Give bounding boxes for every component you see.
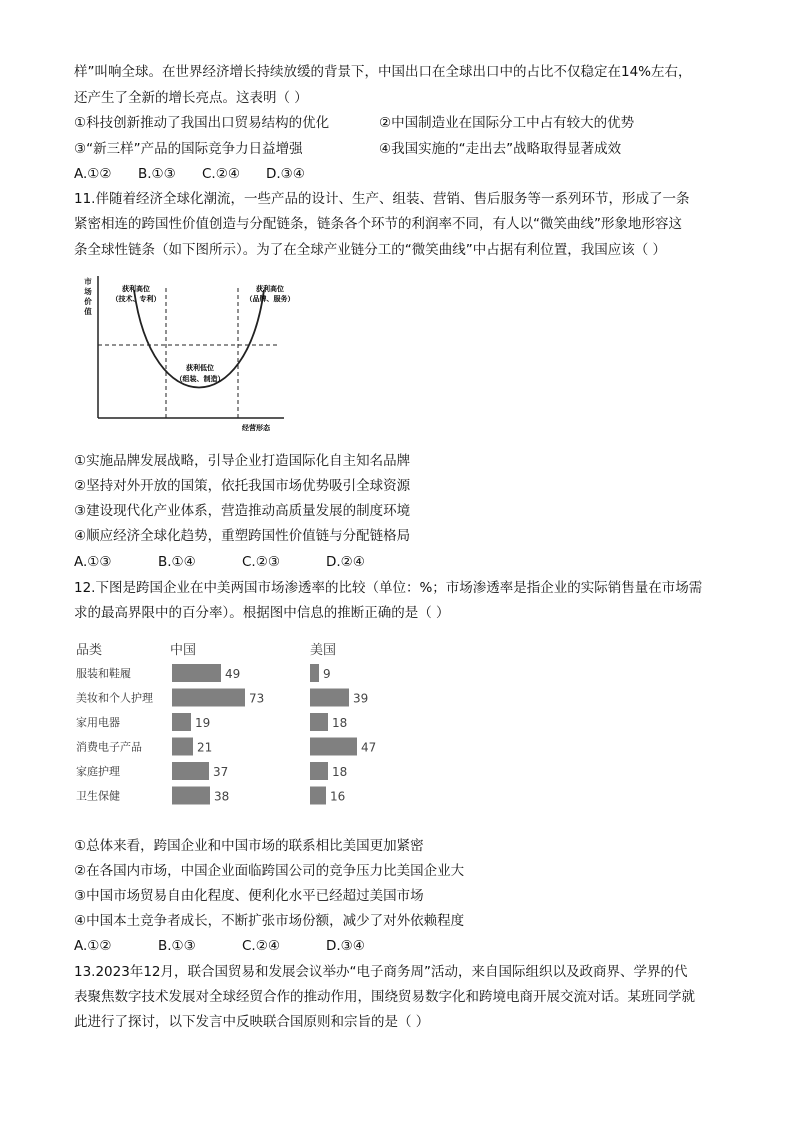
smile-mid-label-1: 获利低位 [186,364,214,372]
q12-option-2: ②在各国内市场，中国企业面临跨国公司的竞争压力比美国企业大 [74,863,465,879]
intro-option-2: ②中国制造业在国际分工中占有较大的优势 [379,115,635,131]
q11-answer-a: A.①③ [74,554,112,570]
q12-answer-c: C.②④ [242,938,280,954]
chart-value-label-china: 73 [249,691,265,706]
smile-x-axis-label: 经营形态 [242,424,270,432]
q12-answer-row [74,936,394,956]
q13-line-2: 表聚焦数字技术发展对全球经贸合作的推动作用，围绕贸易数字化和跨境电商开展交流对话。某班同学就 [74,989,695,1005]
chart-category-label: 服装和鞋履 [76,667,131,680]
intro-line-1: 样”叫响全球。在世界经济增长持续放缓的背景下，中国出口在全球出口中的占比不仅稳定在14%左右， [74,64,692,80]
intro-answer-c: C.②④ [202,166,240,182]
q11-option-2: ②坚持对外开放的国策，依托我国市场优势吸引全球资源 [74,478,411,494]
smile-ylabel-char-4: 值 [84,307,92,316]
smile-curve [134,290,264,388]
chart-bar-usa [310,762,328,780]
chart-category-label: 家用电器 [76,716,120,729]
chart-bar-usa [310,689,349,707]
q12-answer-a: A.①② [74,938,112,954]
chart-value-label-usa: 18 [332,716,348,730]
smile-left-label-1: 获利高位 [122,285,150,293]
chart-category-label: 家庭护理 [76,765,120,778]
q13-line-3: 此进行了探讨，以下发言中反映联合国原则和宗旨的是（ ） [74,1014,430,1030]
chart-value-label-china: 21 [197,740,213,755]
penetration-bar-chart [70,636,410,814]
chart-bar-usa [310,787,326,805]
q12-answer-b: B.①③ [158,938,196,954]
chart-bar-china [172,713,191,731]
chart-category-label: 消费电子产品 [76,740,142,754]
chart-value-label-usa: 16 [330,789,346,804]
intro-option-1: ①科技创新推动了我国出口贸易结构的优化 [74,115,330,131]
smile-y-axis-label [83,276,92,316]
intro-option-4: ④我国实施的“走出去”战略取得显著成效 [379,141,622,157]
intro-line-2: 还产生了全新的增长亮点。这表明（ ） [74,90,308,106]
q11-answer-c: C.②③ [242,554,280,570]
q11-answer-b: B.①④ [158,554,196,570]
smile-curve-figure [74,270,294,435]
q11-option-4: ④顺应经济全球化趋势，重塑跨国性价值链与分配链格局 [74,528,411,544]
smile-ylabel-char-3: 价 [84,297,92,306]
intro-option-3: ③“新三样”产品的国际竞争力日益增强 [74,141,303,157]
chart-value-label-usa: 39 [353,691,369,706]
intro-answer-row [74,164,394,184]
q12-option-4: ④中国本土竞争者成长，不断扩张市场份额，减少了对外依赖程度 [74,913,465,929]
chart-bar-china [172,664,221,682]
intro-answer-d: D.③④ [266,166,305,182]
q12-line-2: 求的最高界限中的百分率）。根据图中信息的推断正确的是（ ） [74,605,450,621]
q11-option-1: ①实施品牌发展战略，引导企业打造国际化自主知名品牌 [74,453,411,469]
chart-bar-china [172,738,193,756]
q11-answer-d: D.②④ [326,554,365,570]
smile-mid-label-2: （组装、制造） [175,375,225,383]
chart-value-label-china: 38 [214,789,230,804]
chart-value-label-china: 49 [225,667,241,681]
chart-value-label-usa: 9 [323,667,331,681]
q12-line-1: 12.下图是跨国企业在中美两国市场渗透率的比较（单位：%；市场渗透率是指企业的实际销售量在市场需 [74,580,703,596]
chart-category-label: 卫生保健 [76,789,120,803]
smile-left-label-2: （技术、专利） [111,295,161,303]
chart-value-label-china: 37 [213,765,229,779]
smile-ylabel-char-1: 市 [84,277,92,286]
q12-option-3: ③中国市场贸易自由化程度、便利化水平已经超过美国市场 [74,888,424,904]
chart-bar-china [172,762,209,780]
chart-bar-usa [310,713,328,731]
chart-bar-china [172,787,210,805]
chart-bar-usa [310,664,319,682]
q12-answer-d: D.③④ [326,938,365,954]
intro-answer-b: B.①③ [138,166,176,182]
q11-line-1: 11.伴随着经济全球化潮流，一些产品的设计、生产、组装、营销、售后服务等一系列环节，形成了一条 [74,191,690,207]
q11-answer-row [74,552,394,572]
smile-right-label-1: 获利高位 [256,285,284,293]
chart-bar-usa [310,738,357,756]
q11-line-3: 条全球性链条（如下图所示）。为了在全球产业链分工的“微笑曲线”中占据有利位置，我国应该（ ） [74,242,667,258]
chart-bar-china [172,689,245,707]
intro-answer-a: A.①② [74,166,112,182]
smile-ylabel-char-2: 场 [84,287,92,296]
q11-line-2: 紧密相连的跨国性价值创造与分配链条，链条各个环节的利润率不同，有人以“微笑曲线”形象地形容这 [74,216,682,232]
q12-option-1: ①总体来看，跨国企业和中国市场的联系相比美国更加紧密 [74,838,424,854]
chart-category-header: 品类 [76,643,103,658]
chart-value-label-usa: 18 [332,765,348,779]
q13-line-1: 13.2023年12月，联合国贸易和发展会议举办“电子商务周”活动，来自国际组织以及政商界、学界的代 [74,964,688,980]
chart-rows [76,664,376,805]
chart-series-name-china: 中国 [170,643,197,658]
chart-category-label: 美妆和个人护理 [76,691,153,705]
smile-right-label-2: （品牌、服务） [245,295,294,303]
chart-value-label-china: 19 [195,716,211,730]
chart-value-label-usa: 47 [361,740,377,755]
q11-option-3: ③建设现代化产业体系，营造推动高质量发展的制度环境 [74,503,411,519]
chart-series-name-usa: 美国 [310,643,337,658]
